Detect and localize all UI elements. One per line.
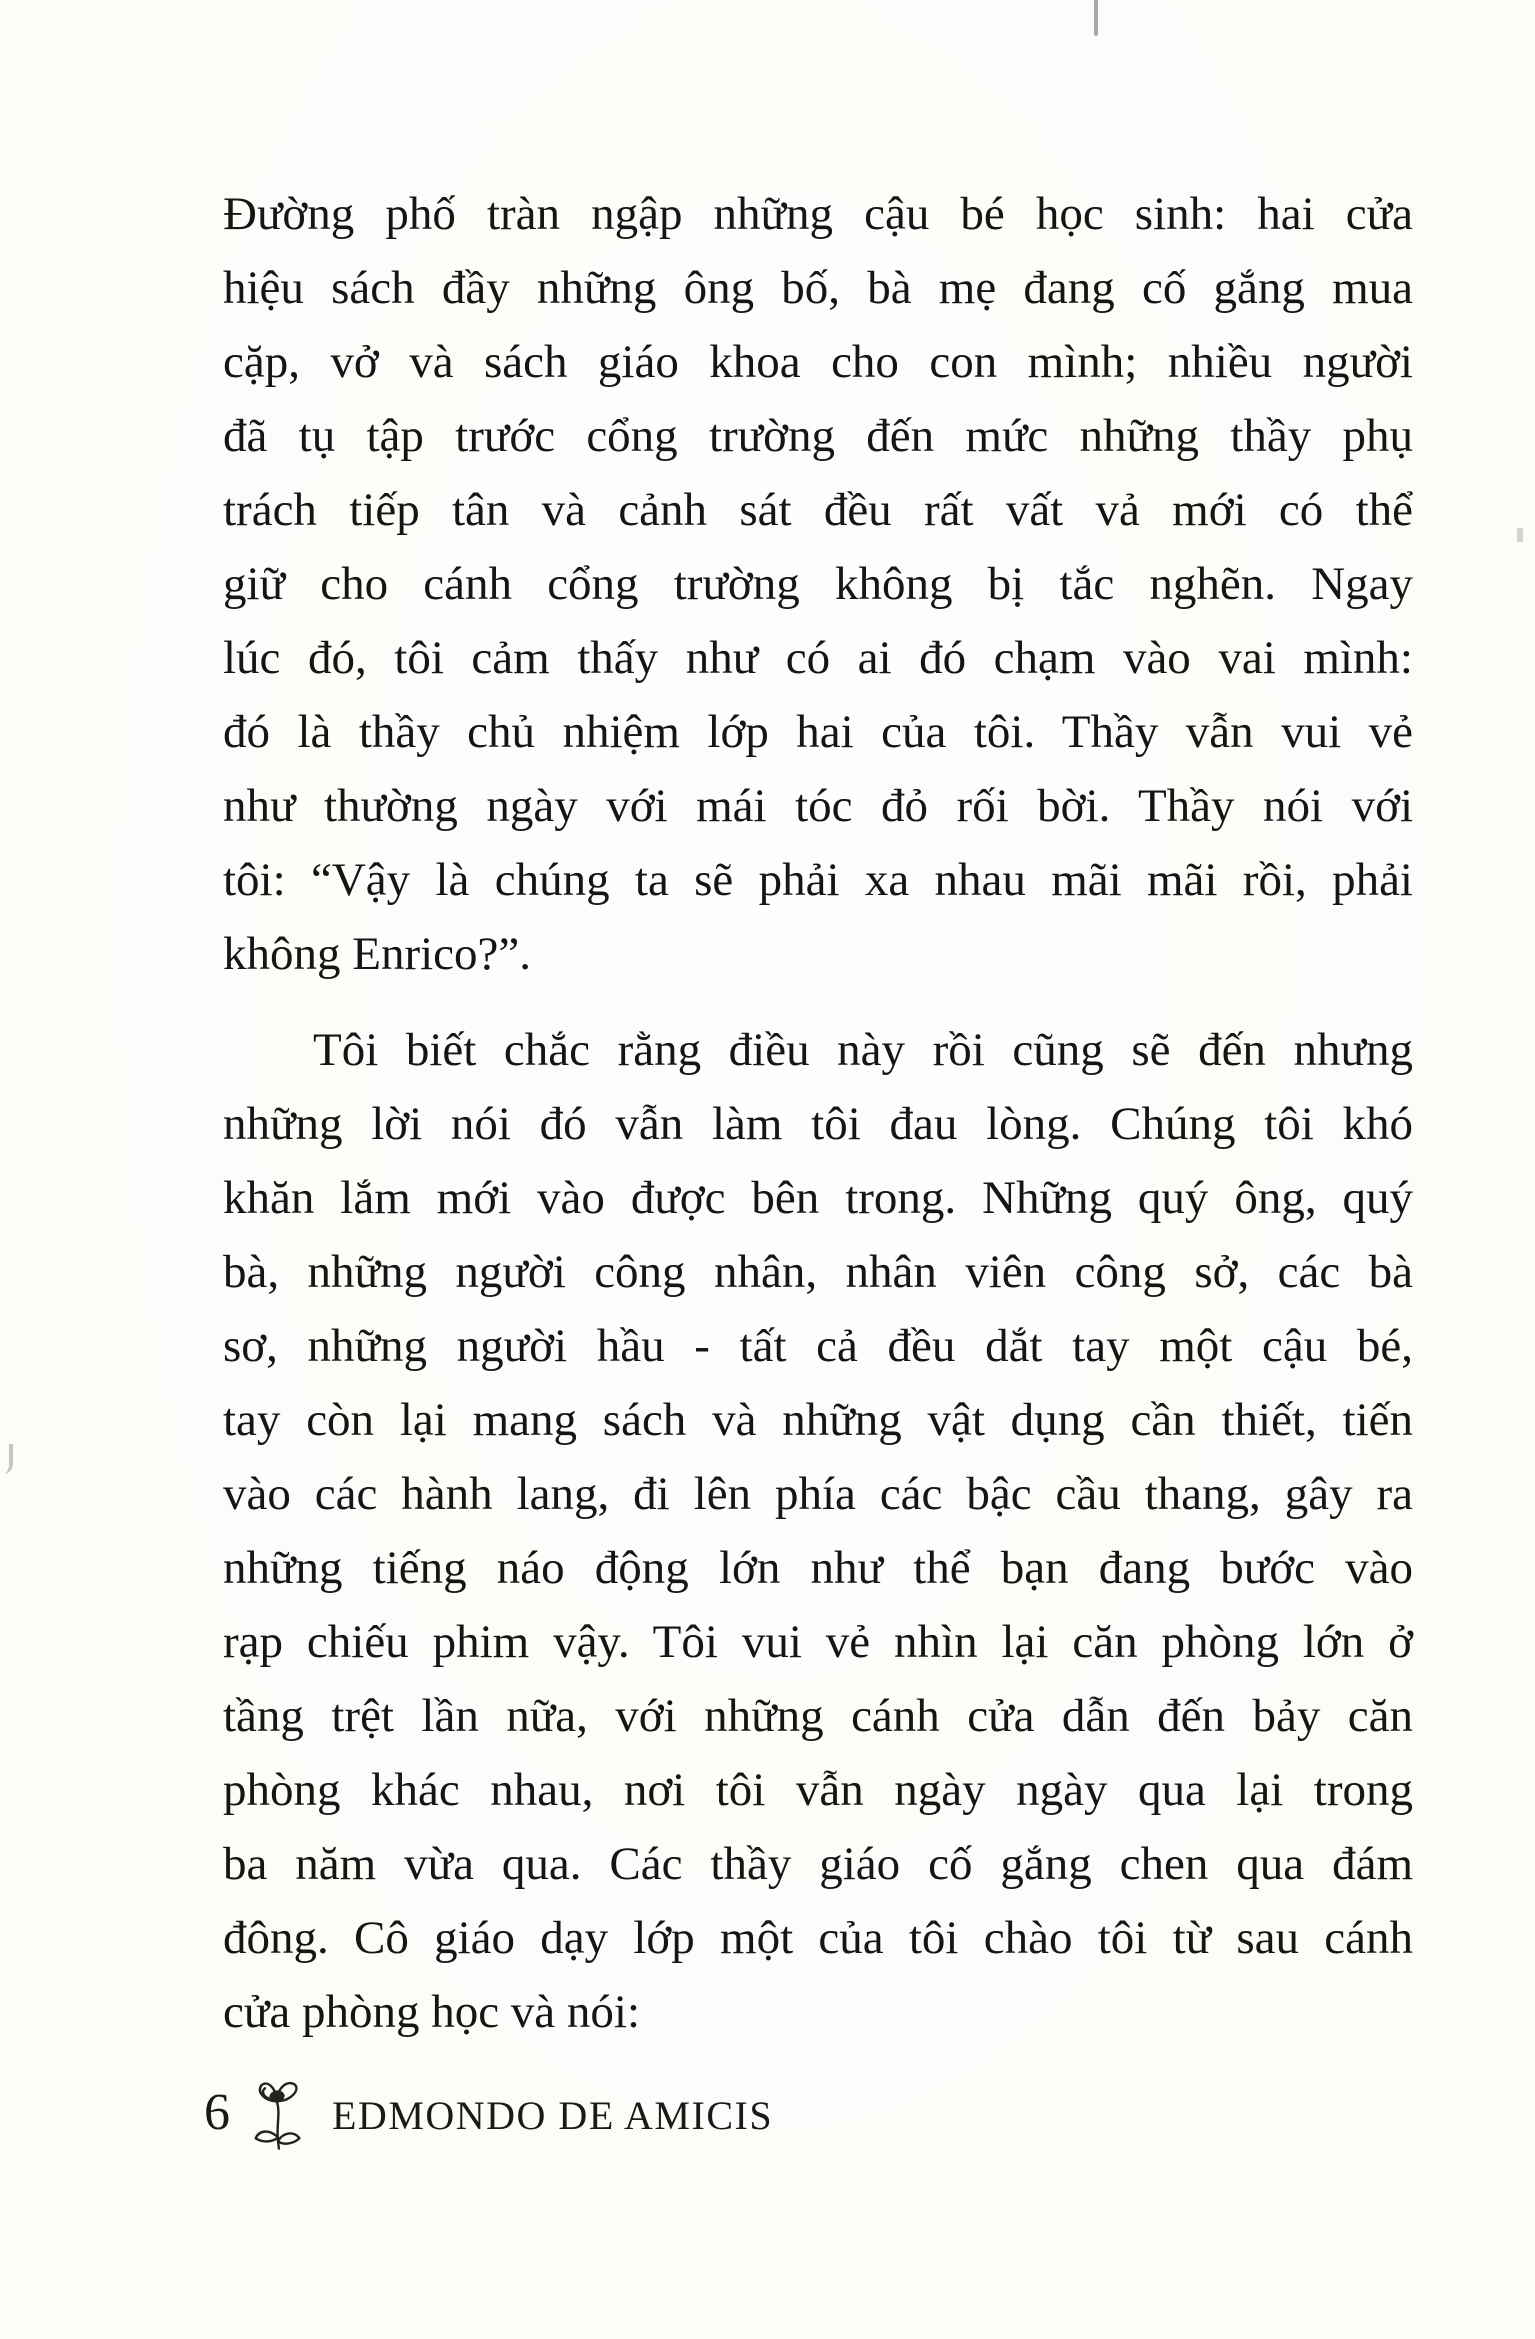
text-line: đó là thầy chủ nhiệm lớp hai của tôi. Thầy vẫn vui vẻ (223, 706, 1413, 758)
text-line: lúc đó, tôi cảm thấy như có ai đó chạm vào vai mình: (223, 632, 1413, 684)
text-line: những tiếng náo động lớn như thể bạn đang bước vào (223, 1542, 1413, 1594)
page-number: 6 (204, 2084, 230, 2141)
text-line: vào các hành lang, đi lên phía các bậc cầu thang, gây ra (223, 1468, 1413, 1520)
text-line: đã tụ tập trước cổng trường đến mức những thầy phụ (223, 410, 1413, 462)
text-line: tầng trệt lần nữa, với những cánh cửa dẫn đến bảy căn (223, 1690, 1413, 1742)
text-line: Tôi biết chắc rằng điều này rồi cũng sẽ đến nhưng (313, 1024, 1413, 1076)
text-line: trách tiếp tân và cảnh sát đều rất vất vả mới có thể (223, 484, 1413, 536)
text-line: những lời nói đó vẫn làm tôi đau lòng. Chúng tôi khó (223, 1098, 1413, 1150)
page-footer (204, 2078, 773, 2142)
text-line: giữ cho cánh cổng trường không bị tắc nghẽn. Ngay (223, 558, 1413, 610)
body-text (223, 177, 1413, 2049)
text-line: khăn lắm mới vào được bên trong. Những quý ông, quý (223, 1172, 1413, 1224)
text-line: đông. Cô giáo dạy lớp một của tôi chào tôi từ sau cánh (223, 1912, 1413, 1964)
text-line: sơ, những người hầu - tất cả đều dắt tay một cậu bé, (223, 1320, 1413, 1372)
text-line: bà, những người công nhân, nhân viên công sở, các bà (223, 1246, 1413, 1298)
scan-artifact-top (1094, 0, 1098, 36)
text-line: cặp, vở và sách giáo khoa cho con mình; nhiều người (223, 336, 1413, 388)
text-line: tôi: “Vậy là chúng ta sẽ phải xa nhau mãi mãi rồi, phải (223, 854, 1413, 906)
paragraph-1 (223, 177, 1413, 991)
text-line: Đường phố tràn ngập những cậu bé học sinh: hai cửa (223, 188, 1413, 240)
author-name: EDMONDO DE AMICIS (332, 2093, 774, 2138)
flower-icon (250, 2078, 306, 2156)
text-line: cửa phòng học và nói: (223, 1986, 641, 2038)
scan-artifact-left (0, 1444, 13, 1474)
text-line: rạp chiếu phim vậy. Tôi vui vẻ nhìn lại căn phòng lớn ở (223, 1616, 1413, 1668)
text-line: tay còn lại mang sách và những vật dụng cần thiết, tiến (223, 1394, 1413, 1446)
text-line: ba năm vừa qua. Các thầy giáo cố gắng chen qua đám (223, 1838, 1413, 1890)
text-line: không Enrico?”. (223, 928, 532, 980)
text-line: phòng khác nhau, nơi tôi vẫn ngày ngày qua lại trong (223, 1764, 1413, 1816)
text-line: hiệu sách đầy những ông bố, bà mẹ đang cố gắng mua (223, 262, 1413, 314)
text-line: như thường ngày với mái tóc đỏ rối bời. Thầy nói với (223, 780, 1413, 832)
scan-artifact-right (1517, 528, 1523, 542)
paragraph-2 (223, 1013, 1413, 2049)
